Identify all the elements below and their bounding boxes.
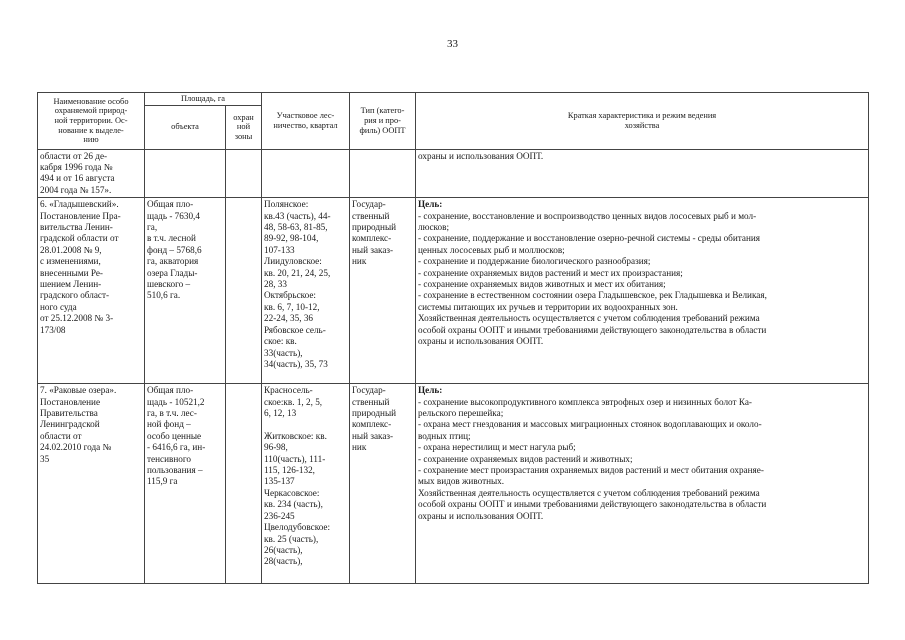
text-line: природный [352,408,397,419]
header-description [416,93,869,150]
text-line: шением Ленин- [40,279,102,290]
text-line: шевского – [147,279,191,290]
text-line: нование к выделе- [58,125,124,135]
text-line: ственный [352,396,390,407]
header-area-object: объекта [145,105,226,149]
page-number: 33 [447,38,458,50]
header-area: Площадь, га [145,93,262,106]
text-line: 2004 года № 157». [40,184,112,195]
text-line: ценных лососевых рыб и моллюсков; [418,244,565,255]
text-line: - сохранение охраняемых видов растений и мест их произрастания; [418,267,683,278]
header-name [38,93,145,150]
text-line: тенсивного [147,453,191,464]
description-lines [418,397,866,522]
text-line: охраны и использования ООПТ. [418,510,544,521]
protected-areas-table [37,92,869,584]
cell-area [145,198,226,384]
text-line: системы питающих их ручьев и территории их водоохранных зон. [418,301,678,312]
text-line: 24.02.2010 года № [40,442,112,453]
cell-description [416,149,869,198]
text-line: - сохранение, поддержание и восстановление озерно-речной системы - среды обитания [418,233,761,244]
text-line: мых видов животных. [418,476,505,487]
text-line: 110(часть), 111- [264,453,326,464]
cell-forestry [262,384,350,584]
text-line: ственный [352,210,390,221]
text-line: 34(часть), 35, 73 [264,358,328,369]
text-line: вительства Ленин- [40,222,113,233]
cell-buffer [226,198,262,384]
text-line: ного суда [40,301,77,312]
text-line: Октябрьское: [264,290,316,301]
text-line: ник [352,442,367,453]
text-line: Ленинградской [40,419,100,430]
text-line: 6. «Гладышевский». [40,199,119,210]
text-line: пользования – [147,465,203,476]
table-row [38,384,869,584]
text-line: - сохранение мест произрастания охраняемых видов растений и мест обитания охраняе- [418,465,764,476]
text-line: нию [83,135,99,145]
text-line: 26(часть), [264,544,303,555]
text-line: ское: кв. [264,336,297,347]
goal-label: Цель: [418,199,443,210]
text-line: 33(часть), [264,347,303,358]
text-line: Наименование особо [53,96,129,106]
text-line: 28(часть), [264,556,303,567]
cell-area [145,149,226,198]
header-forestry [262,93,350,150]
text-line: ной фонд – [147,419,191,430]
text-line: Хозяйственная деятельность осуществляется с учетом соблюдения требований режима [418,487,760,498]
cell-forestry [262,149,350,198]
cell-buffer [226,384,262,584]
text-line: Черкасовское: [264,487,320,498]
text-line: кв.43 (часть), 44- [264,210,331,221]
text-line: ный заказ- [352,430,394,441]
text-line: ный заказ- [352,244,394,255]
text-line: с изменениями, [40,256,101,267]
cell-type [350,198,416,384]
text-line: 22-24, 35, 36 [264,313,314,324]
text-line: - 6416,6 га, ин- [147,442,206,453]
text-line: 96-98, [264,442,288,453]
text-line: - сохранение в естественном состоянии озера Гладышевское, рек Гладышевка и Великая, [418,290,767,301]
text-line: кабря 1996 года № [40,162,113,172]
text-line: Житковское: кв. [264,430,327,441]
text-line: 107-133 [264,244,295,255]
text-line: 6, 12, 13 [264,408,297,419]
text-line: - охрана мест гнездования и массовых миграционных стоянок водоплавающих и около- [418,419,762,430]
text-line: люсков; [418,222,450,233]
header-type [350,93,416,150]
text-line: Цвелодубовское: [264,522,331,533]
text-line: в т.ч. лесной [147,233,196,244]
text-line: комплекс- [352,233,392,244]
text-line: от 25.12.2008 № 3- [40,313,114,324]
text-line: щадь - 7630,4 [147,210,200,221]
text-line: Правительства [40,408,98,419]
text-line: Постановление Пра- [40,210,121,221]
text-line: га, акватория [147,256,199,267]
text-line: озера Глады- [147,267,198,278]
text-line: - сохранение охраняемых видов растений и животных; [418,453,633,464]
text-line: Красносель- [264,385,313,396]
cell-area [145,384,226,584]
text-line: природный [352,222,397,233]
text-line: рия и про- [364,116,401,125]
header-area-buffer [226,105,262,149]
cell-name [38,149,145,198]
text-line: охраняемой природ- [54,106,128,116]
text-line: комплекс- [352,419,392,430]
text-line: 135-137 [264,476,295,487]
text-line: особой охраны ООПТ и иными требованиями действующего законодательства в области [418,324,767,335]
text-line: Полянское: [264,199,309,210]
text-line: охраны и использования ООПТ. [418,336,544,347]
goal-label: Цель: [418,385,443,396]
text-line: внесенными Ре- [40,267,103,278]
text-line: Общая пло- [147,199,194,210]
text-line: - сохранение, восстановление и воспроизводство ценных видов лососевых рыб и мол- [418,210,757,221]
text-line: фонд – 5768,6 [147,244,202,255]
text-line: 173/08 [40,324,66,335]
text-line: - сохранение охраняемых видов животных и мест их обитания; [418,279,666,290]
text-line: Рябовское сель- [264,324,326,335]
text-line: охраны и использования ООПТ. [418,150,544,161]
text-line: области от [40,430,82,441]
text-line: - сохранение и поддержание биологического разнообразия; [418,256,651,267]
text-line: - охрана нерестилищ и мест нагула рыб; [418,442,576,453]
text-line: особо ценные [147,430,202,441]
text-line: особой охраны ООПТ и иными требованиями действующего законодательства в области [418,499,767,510]
cell-forestry [262,198,350,384]
text-line [264,419,347,430]
text-line: Общая пло- [147,385,194,396]
cell-name [38,384,145,584]
text-line: 494 и от 16 августа [40,173,115,184]
text-line: 28, 33 [264,279,287,290]
cell-description [416,384,869,584]
cell-description [416,198,869,384]
text-line: ское:кв. 1, 2, 5, [264,396,323,407]
text-line: Участковое лес- [276,111,335,121]
table-row [38,149,869,198]
text-line: 7. «Раковые озера». [40,385,117,396]
description-lines [418,211,866,348]
text-line: зоны [234,131,253,141]
text-line: 510,6 га. [147,290,181,301]
text-line: щадь - 10521,2 [147,396,205,407]
text-line: области от 26 де- [40,150,108,161]
text-line: 115,9 га [147,476,178,487]
text-line: га, [147,222,158,233]
cell-type [350,384,416,584]
text-line: кв. 20, 21, 24, 25, [264,267,331,278]
text-line: Лиидуловское: [264,256,322,267]
text-line: Хозяйственная деятельность осуществляется с учетом соблюдения требований режима [418,313,760,324]
text-line: 236-245 [264,510,295,521]
cell-name [38,198,145,384]
text-line: ничество, квартал [273,120,338,130]
text-line: рельского перешейка; [418,408,504,419]
text-line: Государ- [352,199,386,210]
text-line: ной территории. Ос- [54,116,128,125]
text-line: 48, 58-63, 81-85, [264,222,328,233]
text-line: га, в т.ч. лес- [147,408,197,419]
text-line: кв. 25 (часть), [264,533,319,544]
text-line: градского област- [40,290,110,301]
table-row [38,198,869,384]
text-line: хозяйства [624,120,660,130]
text-line: 28.01.2008 № 9, [40,244,102,255]
text-line: градской области от [40,233,119,244]
text-line: кв. 6, 7, 10-12, [264,301,320,312]
text-line: Государ- [352,385,386,396]
text-line: Тип (катего- [360,106,405,116]
text-line: кв. 234 (часть), [264,499,323,510]
text-line: Краткая характеристика и режим ведения [567,111,717,121]
text-line: ник [352,256,367,267]
text-line: охран [233,112,254,122]
text-line: - сохранение высокопродуктивного комплекса эвтрофных озер и низинных болот Ка- [418,396,752,407]
text-line: ной [236,122,251,132]
text-line: 89-92, 98-104, [264,233,319,244]
text-line: 35 [40,453,50,464]
text-line: Постановление [40,396,101,407]
cell-type [350,149,416,198]
text-line: водных птиц; [418,430,471,441]
text-line: 115, 126-132, [264,465,315,476]
cell-buffer [226,149,262,198]
text-line: филь) ООПТ [359,125,406,135]
